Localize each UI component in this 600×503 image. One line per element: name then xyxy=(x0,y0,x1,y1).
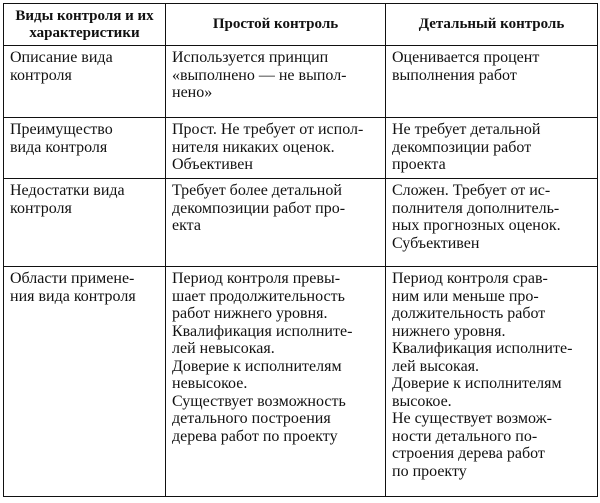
table-row xyxy=(4,118,598,179)
header-line: Детальный контроль xyxy=(418,16,565,32)
control-types-table xyxy=(3,3,598,497)
cell-line: ния вида контроля xyxy=(10,287,136,305)
header-control-types xyxy=(4,4,166,46)
cell-line: Сложен. Требует от ис- xyxy=(392,182,551,199)
cell-line: ним или меньше про- xyxy=(392,287,539,305)
cell-line: невысокое. xyxy=(172,375,248,392)
cell-line: проекта xyxy=(392,156,446,173)
cell-line: Не требует детальной xyxy=(392,121,541,138)
table-row xyxy=(4,46,598,118)
cell-detailed-advantage xyxy=(386,118,598,179)
cell-line: контроля xyxy=(10,199,72,217)
cell-line: Оценивается процент xyxy=(392,49,540,66)
cell-line: шает продолжительность xyxy=(172,287,345,305)
cell-simple-drawbacks xyxy=(166,179,386,267)
cell-simple-applications xyxy=(166,267,386,497)
cell-line: полнителя дополнитель- xyxy=(392,199,560,217)
cell-line: декомпозиции работ про- xyxy=(172,199,346,217)
cell-detailed-description xyxy=(386,46,598,118)
cell-simple-description xyxy=(166,46,386,118)
cell-line: Преимущество xyxy=(10,121,113,138)
header-line: Простой контроль xyxy=(212,16,339,32)
cell-line: нителя никаких оценок. xyxy=(172,138,335,156)
cell-simple-advantage xyxy=(166,118,386,179)
cell-detailed-applications xyxy=(386,267,598,497)
table-row xyxy=(4,267,598,497)
header-row xyxy=(4,4,598,46)
cell-line: нено» xyxy=(172,84,213,101)
cell-line: Период контроля срав- xyxy=(392,270,548,287)
cell-line: екта xyxy=(172,217,201,234)
cell-line: Доверие к исполнителям xyxy=(392,375,562,392)
cell-line: «выполнено — не выпол- xyxy=(172,66,347,84)
cell-line: дерева работ по проекту xyxy=(172,427,338,445)
cell-aspect-drawbacks xyxy=(4,179,166,267)
table-row xyxy=(4,179,598,267)
cell-line: Области примене- xyxy=(10,270,135,287)
cell-line: Период контроля превы- xyxy=(172,270,341,287)
cell-line: Используется принцип xyxy=(172,49,329,66)
cell-line: лей высокая. xyxy=(392,357,480,375)
cell-detailed-drawbacks xyxy=(386,179,598,267)
cell-line: нижнего уровня. xyxy=(392,322,506,340)
cell-aspect-applications xyxy=(4,267,166,497)
cell-line: строения дерева работ xyxy=(392,445,545,462)
cell-line: детального построения xyxy=(172,410,331,427)
cell-line: Квалификация исполните- xyxy=(392,340,573,357)
cell-line: высокое. xyxy=(392,392,452,410)
cell-aspect-description xyxy=(4,46,166,118)
cell-line: Существует возможность xyxy=(172,392,346,410)
cell-line: Прост. Не требует от испол- xyxy=(172,121,364,138)
cell-line: Описание вида xyxy=(10,49,113,66)
cell-line: Недостатки вида xyxy=(10,182,125,199)
cell-line: должительность работ xyxy=(392,305,546,322)
cell-line: ных прогнозных оценок. xyxy=(392,217,561,234)
header-simple-control xyxy=(166,4,386,46)
header-detailed-control xyxy=(386,4,598,46)
cell-line: Доверие к исполнителям xyxy=(172,357,342,375)
cell-line: ности детального по- xyxy=(392,427,538,445)
cell-line: контроля xyxy=(10,66,72,84)
cell-aspect-advantage xyxy=(4,118,166,179)
cell-line: Квалификация исполните- xyxy=(172,322,353,340)
cell-line: декомпозиции работ xyxy=(392,138,532,156)
cell-line: Объективен xyxy=(172,156,253,173)
cell-line: выполнения работ xyxy=(392,66,517,84)
cell-line: по проекту xyxy=(392,462,467,480)
header-line: характеристики xyxy=(29,24,140,41)
cell-line: Не существует возмож- xyxy=(392,410,552,427)
cell-line: лей невысокая. xyxy=(172,340,275,357)
cell-line: работ нижнего уровня. xyxy=(172,305,328,322)
cell-line: Требует более детальной xyxy=(172,182,342,199)
header-line: Виды контроля и их xyxy=(15,7,154,24)
cell-line: Субъективен xyxy=(392,234,480,252)
cell-line: вида контроля xyxy=(10,138,108,156)
